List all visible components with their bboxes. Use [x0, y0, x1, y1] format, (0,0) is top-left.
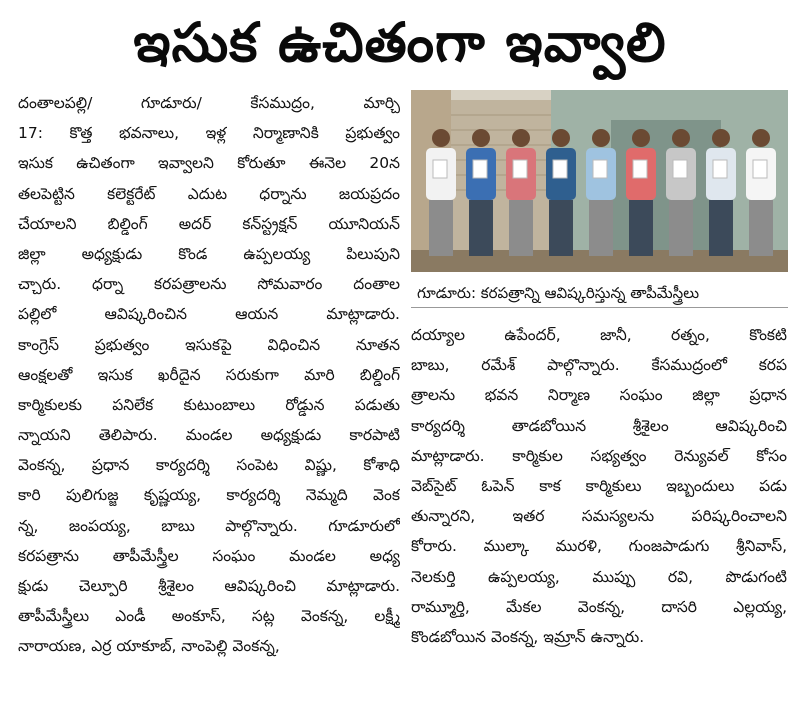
right-column-line: తున్నారని, ఇతర సమస్యలను పరిష్కరించాలని [411, 507, 787, 526]
right-column-line: నెలకుర్తి ఉప్పలయ్య, ముప్పు రవి, పొడుగంటి [411, 567, 787, 586]
headline: ఇసుక ఉచితంగా ఇవ్వాలి [133, 11, 667, 74]
pamphlet [593, 160, 607, 178]
person-figure [546, 129, 576, 256]
left-column-line: న్న, జంపయ్య, బాబు పాల్గొన్నారు. గూడూరులో [18, 516, 400, 535]
person-figure [626, 129, 656, 256]
article-right-column [411, 320, 787, 652]
right-column-line: మాట్లాడారు. కార్మికుల సభ్యత్వం రెన్యువల్ కోసం [411, 446, 787, 465]
right-column-line: త్రాలను భవన నిర్మాణ సంఘం జిల్లా ప్రధాన [411, 386, 787, 405]
pamphlet [433, 160, 447, 178]
left-column-line: కాంగ్రెస్ ప్రభుత్వం ఇసుకపై విధించిన నూతన [18, 335, 400, 354]
person-figure [706, 129, 736, 256]
left-column-line: కారి పులిగుజ్జ కృష్ణయ్య, కార్యదర్శి నెమ్మది వెంక [18, 486, 400, 505]
right-column-line: బాబు, రమేశ్ పాల్గొన్నారు. కేసముద్రంలో కరప [411, 356, 787, 375]
left-column-line: 17: కొత్త భవనాలు, ఇళ్ల నిర్మాణానికి ప్రభుత్వం [18, 124, 400, 143]
pamphlet [753, 160, 767, 178]
right-column-line: కొండబోయిన వెంకన్న, ఇమ్రాన్ ఉన్నారు. [411, 627, 645, 646]
right-column-line: రామ్మూర్తి, మేకల వెంకన్న, దాసరి ఎల్లయ్య, [411, 597, 787, 616]
person-figure [426, 129, 456, 256]
left-column-line: జిల్లా అధ్యక్షుడు కొండ ఉప్పలయ్య పిలుపుని [18, 244, 400, 263]
person-figure [666, 129, 696, 256]
pamphlet [673, 160, 687, 178]
person-figure [506, 129, 536, 256]
left-column-line: ఆంక్షలతో ఇసుక ఖరీదైన సరుకుగా మారి బిల్డింగ్ [18, 365, 400, 384]
right-column-line: వెబ్‌సైట్ ఓపెన్ కాక కార్మికులు ఇబ్బందులు పడు [411, 476, 787, 495]
left-column-line: చేయాలని బిల్డింగ్ అదర్ కన్‌స్ట్రక్షన్ యూనియన్ [18, 214, 400, 233]
left-column-line: తాపీమేస్త్రీలు ఎండీ అంకూస్, సట్ల వెంకన్న, లక్ష్మీ [18, 607, 400, 626]
photo-caption: గూడూరు: కరపత్రాన్ని ఆవిష్కరిస్తున్న తాపీమేస్త్రీలు [411, 278, 788, 308]
pamphlet [633, 160, 647, 178]
left-column-line: వెంకన్న, ప్రధాన కార్యదర్శి సంపెట విష్ణు, కోశాధి [18, 456, 400, 475]
left-column-line: క్షుడు చెల్పూరి శ్రీశైలం ఆవిష్కరించి మాట్లాడారు. [18, 577, 400, 595]
left-column-line: ఇసుక ఉచితంగా ఇవ్వాలని కోరుతూ ఈనెల 20న [18, 154, 400, 173]
left-column-line: నారాయణ, ఎర్ర యాకూబ్, నాంపెల్లి వెంకన్న, [18, 637, 280, 656]
person-figure [586, 129, 616, 256]
right-column-line: కార్యదర్శి తాడబోయిన శ్రీశైలం ఆవిష్కరించి [411, 416, 787, 435]
left-column-line: కరపత్రాను తాపీమేస్త్రీల సంఘం మండల అధ్య [18, 546, 400, 565]
pamphlet [553, 160, 567, 178]
protest-photo-illustration [411, 90, 788, 272]
person-figure [466, 129, 496, 256]
pamphlet [473, 160, 487, 178]
person-figure [746, 129, 776, 256]
left-column-line: తలపెట్టిన కలెక్టరేట్ ఎదుట ధర్నాను జయప్రదం [18, 184, 400, 203]
left-column-line: చ్చారు. ధర్నా కరపత్రాలను సోమవారం దంతాల [18, 275, 400, 294]
left-column-line: పల్లిలో ఆవిష్కరించిన ఆయన మాట్లాడారు. [18, 305, 400, 324]
right-column-line: దయ్యాల ఉపేందర్, జానీ, రత్నం, కొంకటి [411, 326, 787, 344]
article-left-column [18, 88, 400, 662]
left-column-line: దంతాలపల్లి/ గూడూరు/ కేసముద్రం, మార్చి [18, 94, 400, 112]
right-column-line: కోరారు. ముల్కా మురళి, గుంజపాడుగు శ్రీనివాస్, [411, 537, 787, 556]
left-column-line: కార్మికులకు పనిలేక కుటుంబాలు రోడ్డున పడుతు [18, 395, 400, 414]
pamphlet [713, 160, 727, 178]
pamphlet [513, 160, 527, 178]
left-column-line: న్నాయని తెలిపారు. మండల అధ్యక్షుడు కారపాటి [18, 426, 400, 445]
news-photo [411, 90, 788, 272]
